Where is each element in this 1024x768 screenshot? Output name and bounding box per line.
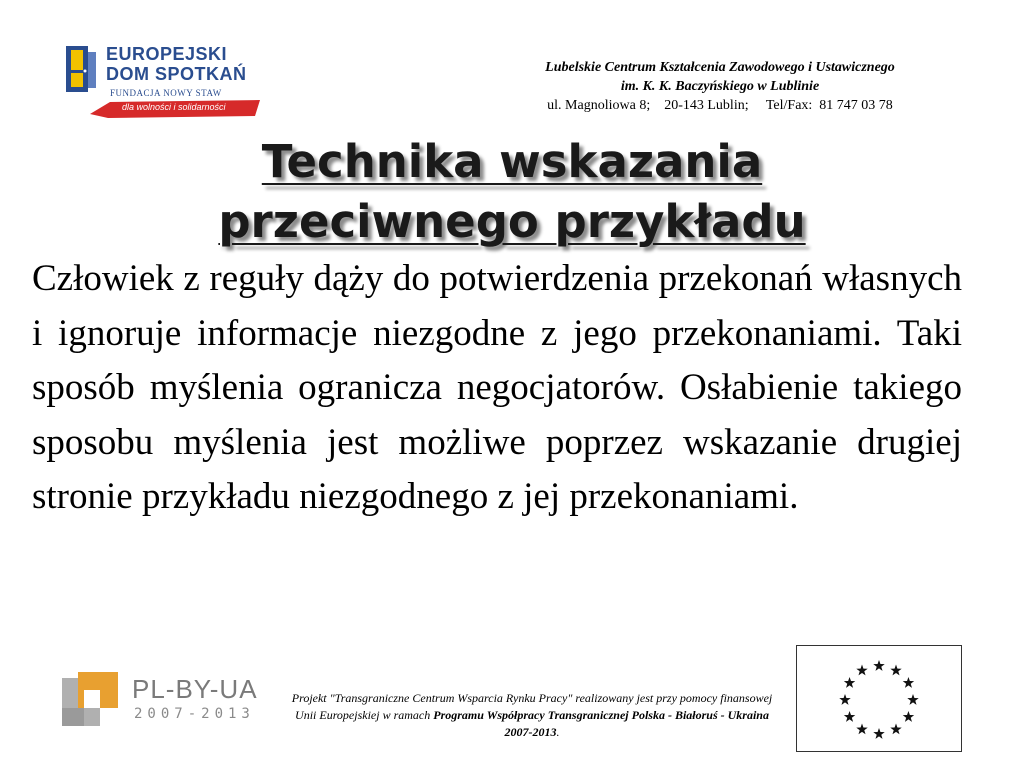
eu-star [903,711,914,722]
eu-flag [796,645,962,752]
institution-name: Lubelskie Centrum Kształcenia Zawodowego i Ustawicznego [545,60,895,75]
eu-star [873,728,884,739]
pl-by-ua-name: PL-BY-UA [132,674,258,704]
eu-star [844,677,855,688]
eu-star [856,723,867,734]
eu-star [907,694,918,705]
institution-header [440,58,1000,115]
eu-star [903,677,914,688]
slide-title [0,132,1024,252]
europejski-dom-spotkan-logo [60,40,260,122]
eu-star [844,711,855,722]
eu-star [856,665,867,676]
institution-address: ul. Magnoliowa 8; 20-143 Lublin; Tel/Fax: 81 747 03 78 [547,98,893,113]
slide-body-text: Człowiek z reguły dąży do potwierdzenia przekonań własnych i ignoruje informacje niezgodne z jego przekonaniami. Taki sposób myślenia ogranicza negocjatorów. Osłabienie takiego sposobu myślenia jest możliwe poprzez wskazanie drugiej stronie przykładu niezgodnego z jej przekonaniami. [32,258,962,517]
pl-by-ua-logo [60,668,260,730]
door-logo-icon [64,44,98,96]
eu-stars-icon [797,646,961,751]
project-note-end: . [556,725,560,739]
project-note-part1: Projekt "Transgraniczne Centrum Wsparcia Rynku Pracy" realizowany jest przy pomocy finansowej Unii Europejskiej w ramach [291,691,773,722]
eu-star [873,660,884,671]
logo-ribbon-text: dla wolności i solidarności [122,102,226,112]
eu-star [839,694,850,705]
eu-star [890,665,901,676]
institution-patron: im. K. K. Baczyńskiego w Lublinie [620,79,820,94]
logo-line-1: EUROPEJSKI [106,44,228,64]
logo-line-3: FUNDACJA NOWY STAW [110,88,222,98]
eu-star [890,723,901,734]
project-note [288,690,776,741]
slide-title-line-2: przeciwnego przykładu [218,195,806,248]
pl-by-ua-mark-icon [60,668,124,730]
project-note-program: Programu Współpracy Transgranicznej Polska - Białoruś - Ukraina 2007-2013 [433,708,769,739]
logo-line-2: DOM SPOTKAŃ [106,64,247,84]
slide-title-line-1: Technika wskazania [261,135,763,188]
pl-by-ua-years: 2007-2013 [134,706,255,722]
